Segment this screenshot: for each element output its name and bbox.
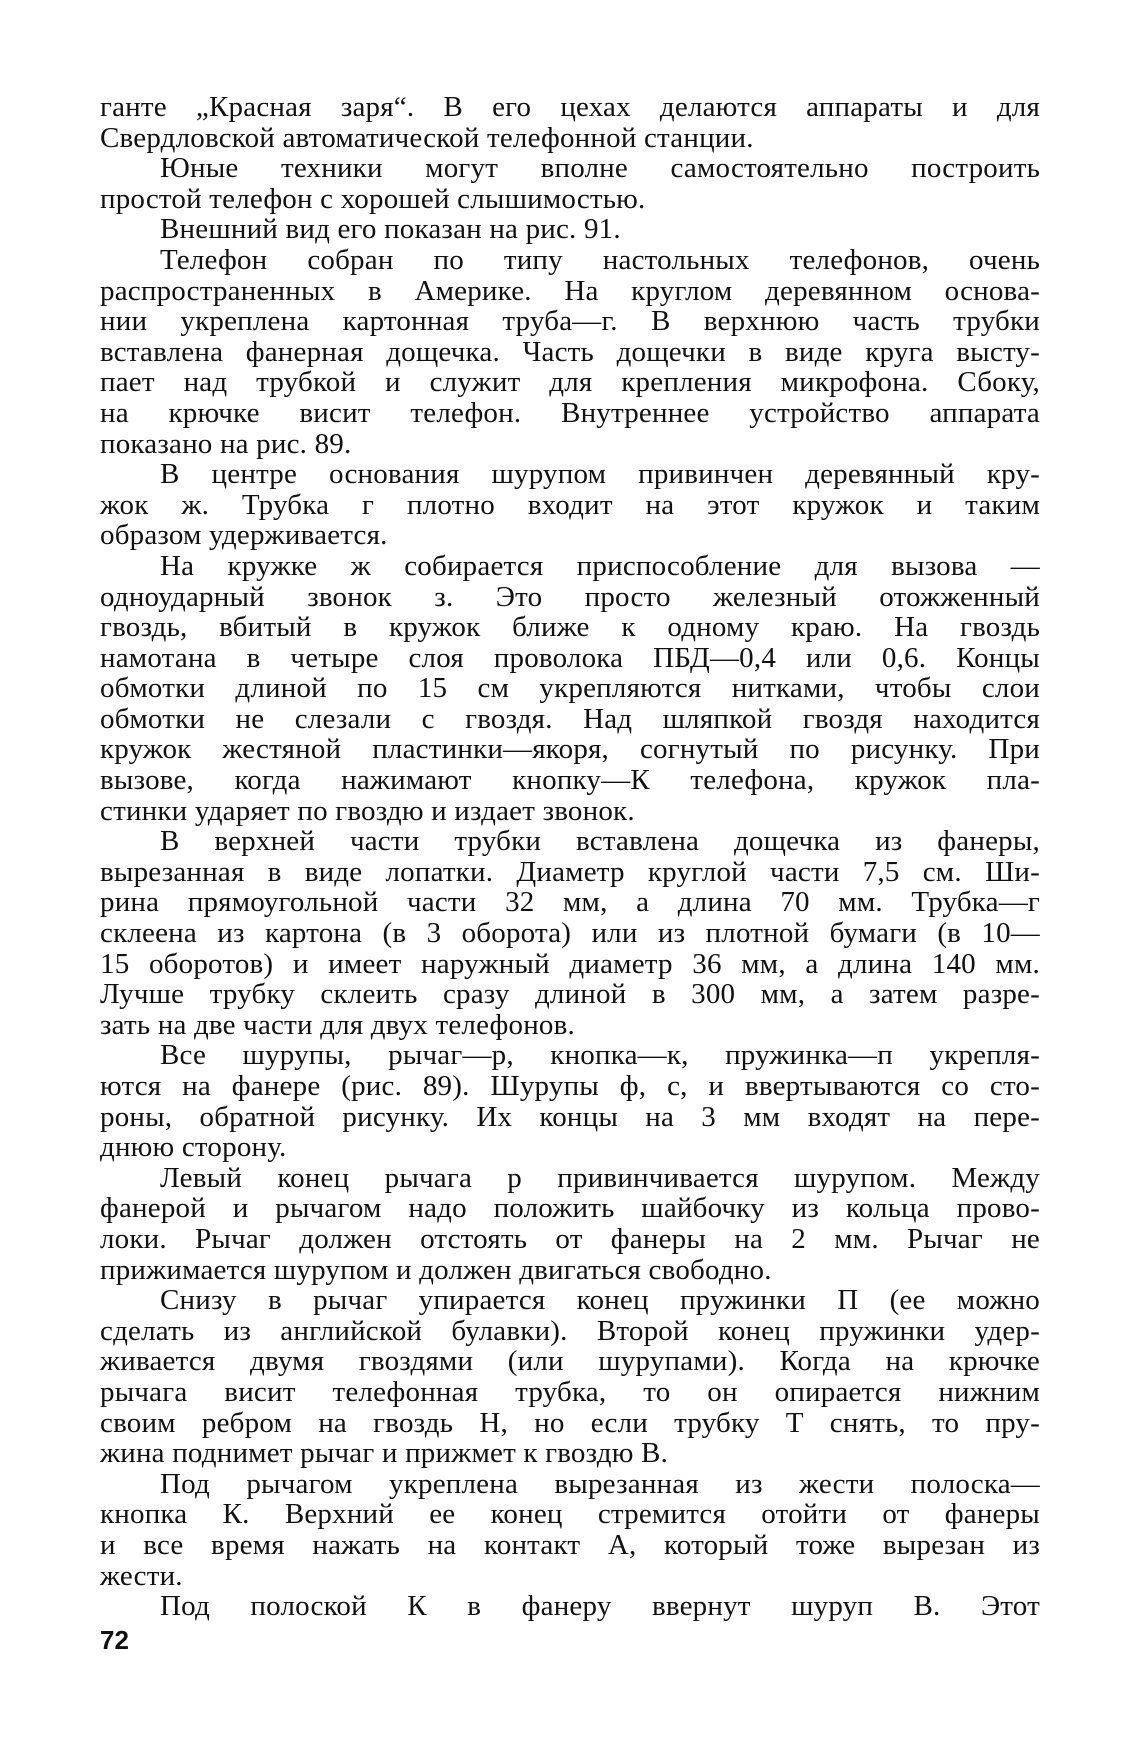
text-line: Свердловской автоматической телефонной станции. [100, 121, 754, 154]
text-line: распространенных в Америке. На круглом деревянном основа- [100, 274, 1040, 307]
paragraph [100, 1163, 1040, 1285]
paragraph [100, 214, 1040, 245]
text-line: роны, обратной рисунку. Их концы на 3 мм входят на пере- [100, 1100, 1040, 1133]
text-line: В центре основания шурупом привинчен деревянный кру- [160, 458, 1040, 491]
text-line: жок ж. Трубка г плотно входит на этот кружок и таким [100, 488, 1040, 521]
text-line: Снизу в рычаг упирается конец пружинки П (ее можно [160, 1284, 1040, 1317]
text-line: рычага висит телефонная трубка, то он опирается нижним [100, 1375, 1040, 1408]
body-text [100, 92, 1040, 1622]
paragraph [100, 92, 1040, 153]
text-line: Лучше трубку склеить сразу длиной в 300 мм, а затем разре- [100, 978, 1040, 1011]
text-line: кружок жестяной пластинки—якоря, согнутый по рисунку. При [100, 733, 1040, 766]
text-line: Под полоской К в фанеру ввернут шуруп В. Этот [160, 1590, 1040, 1623]
text-line: прижимается шурупом и должен двигаться свободно. [100, 1253, 772, 1286]
text-line: вырезанная в виде лопатки. Диаметр круглой части 7,5 см. Ши- [100, 855, 1040, 888]
text-line: рина прямоугольной части 32 мм, а длина 70 мм. Трубка—г [100, 886, 1040, 919]
text-line: гвоздь, вбитый в кружок ближе к одному краю. На гвоздь [100, 611, 1040, 644]
paragraph [100, 459, 1040, 551]
text-line: На кружке ж собирается приспособление для вызова — [160, 549, 1040, 582]
text-line: жина поднимет рычаг и прижмет к гвоздю В. [100, 1437, 669, 1470]
text-line: намотана в четыре слоя проволока ПБД—0,4 или 0,6. Концы [100, 641, 1040, 674]
paragraph [100, 826, 1040, 1040]
text-line: склеена из картона (в 3 оборота) или из плотной бумаги (в 10— [100, 917, 1040, 950]
text-line: 15 оборотов) и имеет наружный диаметр 36 мм, а длина 140 мм. [100, 947, 1040, 980]
text-line: Левый конец рычага р привинчивается шурупом. Между [160, 1161, 1040, 1194]
text-line: Под рычагом укреплена вырезанная из жести полоска— [160, 1467, 1040, 1500]
text-line: ются на фанере (рис. 89). Шурупы ф, с, и ввертываются со сто- [100, 1070, 1040, 1102]
text-line: одноударный звонок з. Это просто железный отожженный [100, 580, 1040, 613]
text-line: Внешний вид его показан на рис. 91. [160, 213, 621, 246]
text-line: вызове, когда нажимают кнопку—К телефона, кружок пла- [100, 764, 1040, 797]
paragraph [100, 245, 1040, 459]
paragraph [100, 153, 1040, 214]
text-line: зать на две части для двух телефонов. [100, 1008, 575, 1041]
text-line: пает над трубкой и служит для крепления микрофона. Сбоку, [100, 366, 1040, 399]
text-line: обмотки длиной по 15 см укрепляются нитками, чтобы слои [100, 672, 1040, 705]
text-line: фанерой и рычагом надо положить шайбочку из кольца прово- [100, 1192, 1040, 1225]
text-line: В верхней части трубки вставлена дощечка из фанеры, [160, 825, 1040, 858]
paragraph [100, 1469, 1040, 1591]
text-line: нии укреплена картонная труба—г. В верхнюю часть трубки [100, 305, 1040, 338]
text-line: живается двумя гвоздями (или шурупами). Когда на крючке [100, 1345, 1040, 1378]
text-line: своим ребром на гвоздь Н, но если трубку Т снять, то пру- [100, 1406, 1040, 1439]
paragraph [100, 1591, 1040, 1622]
text-line: жести. [100, 1559, 183, 1592]
paragraph [100, 551, 1040, 826]
page-number: 72 [100, 1625, 129, 1655]
text-line: ганте „Красная заря“. В его цехах делаются аппараты и для [100, 91, 1040, 123]
text-line: стинки ударяет по гвоздю и издает звонок. [100, 794, 635, 827]
text-line: кнопка К. Верхний ее конец стремится отойти от фанеры [100, 1498, 1040, 1531]
text-line: простой телефон с хорошей слышимостью. [100, 182, 646, 215]
text-line: обмотки не слезали с гвоздя. Над шляпкой гвоздя находится [100, 702, 1040, 735]
text-line: на крючке висит телефон. Внутреннее устройство аппарата [100, 396, 1040, 429]
text-line: образом удерживается. [100, 519, 388, 552]
text-line: Все шурупы, рычаг—р, кнопка—к, пружинка—п укрепля- [160, 1039, 1040, 1072]
text-line: и все время нажать на контакт А, который тоже вырезан из [100, 1528, 1040, 1561]
text-line: вставлена фанерная дощечка. Часть дощечки в виде круга высту- [100, 335, 1040, 368]
text-line: днюю сторону. [100, 1131, 287, 1164]
text-line: локи. Рычаг должен отстоять от фанеры на 2 мм. Рычаг не [100, 1222, 1040, 1255]
paragraph [100, 1040, 1040, 1162]
text-line: показано на рис. 89. [100, 427, 352, 460]
text-line: сделать из английской булавки). Второй конец пружинки удер- [100, 1314, 1040, 1347]
paragraph [100, 1285, 1040, 1469]
text-line: Телефон собран по типу настольных телефонов, очень [160, 243, 1040, 276]
text-line: Юные техники могут вполне самостоятельно построить [160, 152, 1040, 185]
